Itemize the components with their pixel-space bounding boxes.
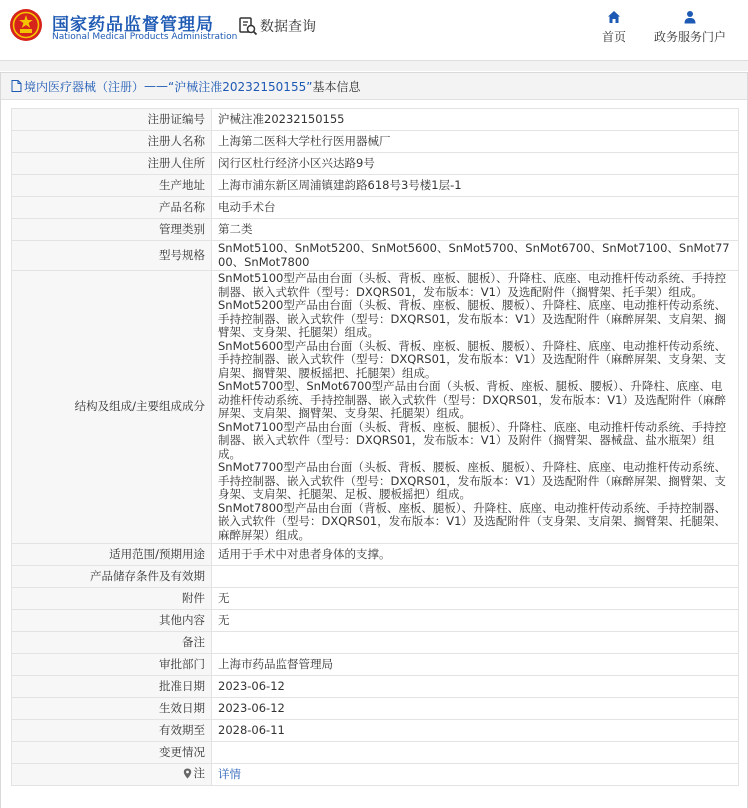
- detail-table: [11, 108, 739, 786]
- row-value: 适用于手术中对患者身体的支撑。: [218, 546, 391, 561]
- row-value: 无: [218, 612, 230, 627]
- nav-home-label: 首页: [601, 30, 626, 44]
- row-value-cell: [212, 566, 739, 588]
- row-value-cell: [212, 632, 739, 654]
- row-value: SnMot5100型产品由台面（头板、背板、座板、腿板）、升降柱、底座、电动推杆传动系统、手持控制器、嵌入式软件（型号：DXQRS01，发布版本：V1）及选配附件（搁臂架、托手架）组成。 SnMot5200型产品由台面（头板、背板、座板、腿板、腰板）、升降柱、底座、电动推杆传动系统、手持控制器、嵌入式软件（型号：DXQRS01，发布版本：V1）及选配附件（麻醉屏架、支肩架、搁臂架、支身架、托腿架）组成。 SnMot5600型产品由台面（头板、背板、座板、腿板、腰板）、升降柱、底座、电动推杆传动系统、手持控制器、嵌入式软件（型号：DXQRS01，发布版本：V1）及选配附件（麻醉屏架、支身架、支肩架、搁臂架、腰板摇把、托腿架）组成。 SnMot5700型、SnMot6700型产品由台面（头板、背板、座板、腿板、腰板）、升降柱、底座、电动推杆传动系统、手持控制器、嵌入式软件（型号：DXQRS01，发布版本：V1）及选配附件（麻醉屏架、支肩架、搁臂架、支身架、托腿架）组成。 SnMot7100型产品由台面（头板、背板、座板、腿板）、升降柱、底座、电动推杆传动系统、手持控制器、嵌入式软件（型号：DXQRS01，发布版本：V1）及附件（搁臂架、器械盘、盐水瓶架）组成。 SnMot7700型产品由台面（头板、背板、腰板、座板、腿板）、升降柱、底座、电动推杆传动系统、手持控制器、嵌入式软件（型号：DXQRS01，发布版本：V1）及选配附件（麻醉屏架、搁臂架、支身架、支肩架、托腿架、足板、腰板摇把）组成。 SnMot7800型产品由台面（背板、座板、腿板）、升降柱、底座、电动推杆传动系统、手持控制器、嵌入式软件（型号：DXQRS01，发布版本：V1）及选配附件（支身架、支肩架、搁臂架、托腿架、麻醉屏架）组成。: [218, 271, 727, 542]
- header-gap: [0, 61, 748, 71]
- brand-title[interactable]: 国家药品监督管理局: [52, 15, 214, 35]
- row-value-cell: [212, 153, 739, 175]
- panel-title: [1, 73, 747, 100]
- row-label: 适用范围/预期用途: [12, 544, 212, 566]
- row-label: 注册人住所: [12, 153, 212, 175]
- user-icon: [683, 10, 697, 24]
- national-emblem-icon: [9, 8, 43, 42]
- table-row: [12, 197, 739, 219]
- row-value-cell: [212, 676, 739, 698]
- table-row: [12, 742, 739, 764]
- row-value-cell: [212, 241, 739, 271]
- row-label: 注册人名称: [12, 131, 212, 153]
- note-label-cell: [12, 764, 212, 786]
- table-row: [12, 720, 739, 742]
- row-label: 产品名称: [12, 197, 212, 219]
- row-value: SnMot5100、SnMot5200、SnMot5600、SnMot5700、SnMot6700、SnMot7100、SnMot7700、SnMot7800: [218, 241, 730, 269]
- row-value: 第二类: [218, 221, 253, 236]
- row-value-cell: [212, 720, 739, 742]
- row-value-cell: [212, 109, 739, 131]
- nav-services-label: 政务服务门户: [653, 30, 726, 44]
- nav-home[interactable]: [596, 10, 632, 45]
- table-row: [12, 654, 739, 676]
- row-value-cell: [212, 698, 739, 720]
- row-value-cell: [212, 219, 739, 241]
- table-row: [12, 175, 739, 197]
- row-label: 生效日期: [12, 698, 212, 720]
- table-row: [12, 632, 739, 654]
- title-prefix: 境内医疗器械（注册）: [24, 79, 145, 94]
- row-label: 批准日期: [12, 676, 212, 698]
- brand-subtitle: National Medical Products Administration: [52, 32, 238, 42]
- table-row: [12, 588, 739, 610]
- row-value-cell: [212, 131, 739, 153]
- row-label: 产品储存条件及有效期: [12, 566, 212, 588]
- row-label: 变更情况: [12, 742, 212, 764]
- row-label: 型号规格: [12, 241, 212, 271]
- table-row: [12, 698, 739, 720]
- home-icon: [607, 10, 621, 24]
- row-value: 上海市药品监督管理局: [218, 656, 333, 671]
- row-value: 电动手术台: [218, 199, 276, 214]
- table-row: [12, 131, 739, 153]
- table-row: [12, 109, 739, 131]
- note-row: [12, 764, 739, 786]
- data-query-label: 数据查询: [260, 19, 316, 35]
- detail-panel: [0, 72, 748, 808]
- row-value-cell: [212, 271, 739, 544]
- row-label: 生产地址: [12, 175, 212, 197]
- details-link[interactable]: 详情: [218, 766, 241, 781]
- table-row: [12, 219, 739, 241]
- row-value: 沪械注准20232150155: [218, 111, 345, 126]
- site-header: [0, 0, 748, 61]
- row-value-cell: [212, 654, 739, 676]
- data-query-icon: [238, 16, 258, 36]
- row-label: 有效期至: [12, 720, 212, 742]
- table-row: [12, 271, 739, 544]
- row-value-cell: [212, 742, 739, 764]
- row-label: 其他内容: [12, 610, 212, 632]
- title-cert-number: “沪械注准20232150155”: [168, 79, 313, 94]
- nav-services-portal[interactable]: [652, 10, 728, 45]
- note-value-cell: [212, 764, 739, 786]
- title-suffix: 基本信息: [312, 79, 361, 94]
- data-query-title: [238, 16, 316, 36]
- row-label: 结构及组成/主要组成成分: [12, 271, 212, 544]
- table-row: [12, 153, 739, 175]
- row-label: 备注: [12, 632, 212, 654]
- row-label: 注册证编号: [12, 109, 212, 131]
- table-row: [12, 610, 739, 632]
- row-value-cell: [212, 175, 739, 197]
- table-row: [12, 566, 739, 588]
- note-label-text: 注: [193, 765, 205, 780]
- document-icon: [11, 80, 22, 92]
- row-value: 2023-06-12: [218, 700, 285, 715]
- row-value: 上海市浦东新区周浦镇建韵路618号3号楼1层-1: [218, 177, 462, 192]
- row-value-cell: [212, 544, 739, 566]
- row-value: 2023-06-12: [218, 678, 285, 693]
- row-value: 上海第二医科大学杜行医用器械厂: [218, 133, 391, 148]
- row-label: 附件: [12, 588, 212, 610]
- row-label: 审批部门: [12, 654, 212, 676]
- row-value-cell: [212, 588, 739, 610]
- row-value: 无: [218, 590, 230, 605]
- row-value-cell: [212, 197, 739, 219]
- row-value-cell: [212, 610, 739, 632]
- row-value: 2028-06-11: [218, 722, 285, 737]
- title-separator: ——: [144, 79, 169, 93]
- location-pin-icon: [183, 768, 192, 779]
- table-row: [12, 676, 739, 698]
- row-value: 闵行区杜行经济小区兴达路9号: [218, 155, 375, 170]
- table-row: [12, 241, 739, 271]
- row-label: 管理类别: [12, 219, 212, 241]
- note-label: [183, 767, 206, 781]
- table-row: [12, 544, 739, 566]
